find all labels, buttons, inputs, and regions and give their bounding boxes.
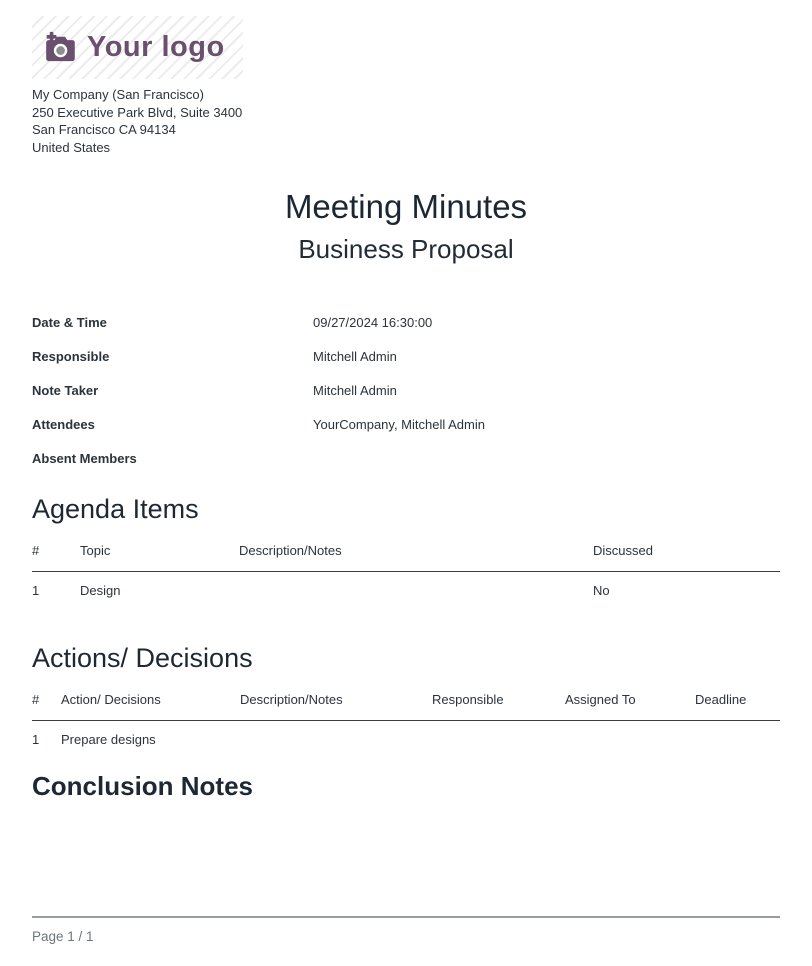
detail-value: YourCompany, Mitchell Admin (313, 417, 485, 432)
camera-plus-icon (42, 31, 78, 64)
actions-header-row (32, 685, 780, 721)
detail-value: Mitchell Admin (313, 349, 397, 364)
company-name: My Company (San Francisco) (32, 87, 204, 102)
agenda-header-row (32, 536, 780, 572)
agenda-cell-num: 1 (32, 583, 40, 598)
company-address-line: 250 Executive Park Blvd, Suite 3400 (32, 104, 243, 120)
detail-value: 09/27/2024 16:30:00 (313, 315, 433, 330)
agenda-table-row (32, 572, 780, 607)
actions-col-action: Action/ Decisions (61, 685, 240, 721)
actions-cell-deadline (695, 721, 780, 756)
actions-table-row (32, 721, 780, 756)
page-number: Page 1 / 1 (32, 929, 94, 944)
actions-cell-action: Prepare designs (61, 732, 156, 747)
actions-col-deadline: Deadline (695, 685, 780, 721)
detail-label: Absent Members (32, 451, 137, 466)
company-address-block (32, 86, 780, 156)
detail-value: Mitchell Admin (313, 383, 397, 398)
actions-col-num: # (32, 685, 61, 721)
agenda-col-discussed: Discussed (593, 536, 780, 572)
actions-col-assigned-to: Assigned To (565, 685, 695, 721)
actions-heading: Actions/ Decisions (32, 643, 253, 673)
actions-cell-assigned-to (565, 721, 695, 756)
page-subtitle: Business Proposal (298, 234, 514, 264)
agenda-col-topic: Topic (80, 536, 239, 572)
agenda-col-num: # (32, 536, 80, 572)
detail-row-responsible (32, 349, 780, 383)
agenda-cell-description (239, 572, 593, 607)
company-logo (32, 16, 243, 79)
detail-row-attendees (32, 417, 780, 451)
logo-text: Your logo (87, 31, 225, 63)
agenda-table (32, 536, 780, 606)
detail-row-note-taker (32, 383, 780, 417)
agenda-heading: Agenda Items (32, 494, 199, 524)
agenda-cell-discussed: No (593, 583, 610, 598)
actions-col-description: Description/Notes (240, 685, 432, 721)
detail-label: Responsible (32, 349, 110, 364)
agenda-cell-topic: Design (80, 583, 121, 598)
agenda-col-description: Description/Notes (239, 536, 593, 572)
page-title: Meeting Minutes (284, 188, 528, 225)
detail-label: Attendees (32, 417, 95, 432)
meeting-details (32, 315, 780, 485)
detail-label: Date & Time (32, 315, 107, 330)
actions-cell-num: 1 (32, 732, 40, 747)
detail-label: Note Taker (32, 383, 99, 398)
actions-col-responsible: Responsible (432, 685, 565, 721)
company-address-line: United States (32, 139, 111, 155)
company-address-line: San Francisco CA 94134 (32, 122, 176, 137)
detail-row-date-time (32, 315, 780, 349)
page-footer (32, 916, 780, 944)
actions-cell-responsible (432, 721, 565, 756)
actions-table (32, 685, 780, 755)
detail-row-absent-members (32, 451, 780, 485)
actions-cell-description (240, 721, 432, 756)
conclusion-heading: Conclusion Notes (32, 771, 254, 801)
